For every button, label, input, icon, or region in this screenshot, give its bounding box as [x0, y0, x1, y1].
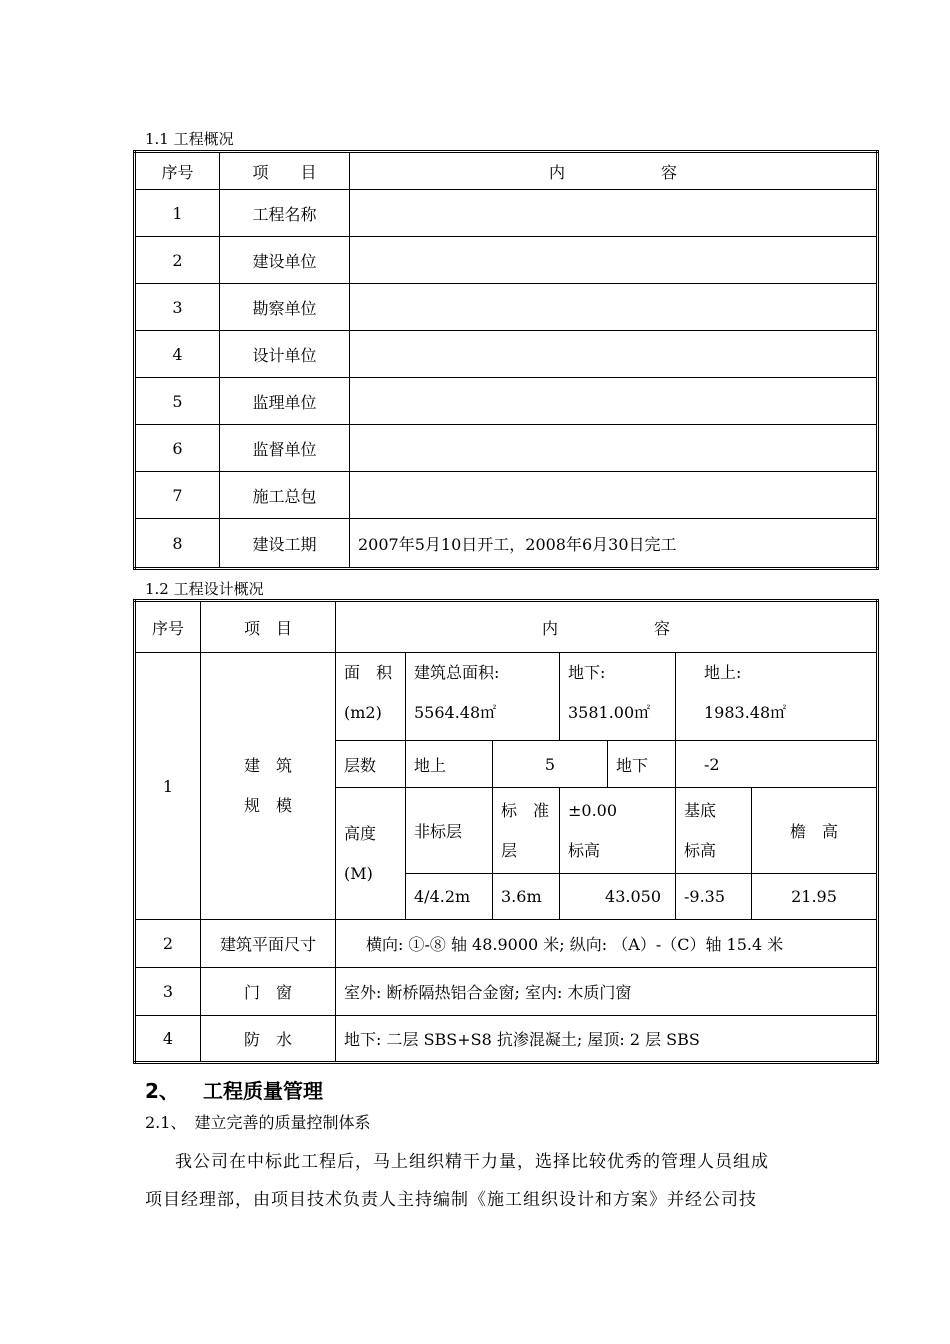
floors-under-value: -2: [676, 741, 878, 788]
project-overview-table: [133, 150, 879, 570]
row-content: 地下: 二层 SBS+S8 抗渗混凝土; 屋顶: 2 层 SBS: [336, 1016, 878, 1063]
row-no: 6: [135, 425, 220, 472]
eave-height-label: 檐 高: [752, 788, 878, 874]
zero-elevation-label: ±0.00 标高: [560, 788, 676, 874]
row-no: 1: [135, 190, 220, 237]
heading-2-1: 2.1、 建立完善的质量控制体系: [145, 1113, 371, 1132]
row-item: 防 水: [201, 1016, 336, 1063]
table-row: [135, 519, 878, 569]
header-no: 序号: [135, 601, 201, 653]
row-no: 2: [135, 920, 201, 968]
section-title-1-2: 1.2 工程设计概况: [145, 580, 264, 598]
row-content: 2007年5月10日开工，2008年6月30日完工: [350, 519, 878, 569]
header-content: 内 容: [336, 601, 878, 653]
row-item: 设计单位: [220, 331, 350, 378]
heading-2-title: 工程质量管理: [203, 1079, 323, 1103]
table-row: [135, 237, 878, 284]
base-elevation-value: -9.35: [676, 874, 752, 920]
zero-elevation-value: 43.050: [560, 874, 676, 920]
row-item: 施工总包: [220, 472, 350, 519]
table-header-row: [135, 601, 878, 653]
floors-above-value: 5: [493, 741, 608, 788]
row-content: [350, 378, 878, 425]
table-row: [135, 968, 878, 1016]
row-content: [350, 284, 878, 331]
area-row: [135, 653, 878, 741]
height-label: 高度 (M): [336, 788, 406, 920]
building-scale-b: 规 模: [243, 796, 292, 815]
row-content: 室外: 断桥隔热铝合金窗; 室内: 木质门窗: [336, 968, 878, 1016]
row-no: 3: [135, 968, 201, 1016]
eave-height-value: 21.95: [752, 874, 878, 920]
floors-label: 层数: [336, 741, 406, 788]
area-label: 面 积 (m2): [336, 653, 406, 741]
row-no: 7: [135, 472, 220, 519]
section-title-1-1: 1.1 工程概况: [145, 130, 234, 148]
building-scale-a: 建 筑: [243, 756, 292, 775]
table-row: [135, 378, 878, 425]
table-row: [135, 284, 878, 331]
row-content: 横向: ①-⑧ 轴 48.9000 米; 纵向: （A）-（C）轴 15.4 米: [336, 920, 878, 968]
table-row: [135, 920, 878, 968]
floors-under-label: 地下: [608, 741, 676, 788]
row-item: 门 窗: [201, 968, 336, 1016]
header-item: 项 目: [201, 601, 336, 653]
row-no: 8: [135, 519, 220, 569]
row-content: [350, 472, 878, 519]
underground-area: 地下: 3581.00㎡: [560, 653, 676, 741]
row-no: 5: [135, 378, 220, 425]
design-overview-table: [133, 599, 879, 1064]
paragraph-line-1: 我公司在中标此工程后，马上组织精干力量，选择比较优秀的管理人员组成: [175, 1152, 769, 1172]
row-item: 建设工期: [220, 519, 350, 569]
base-elevation-label: 基底 标高: [676, 788, 752, 874]
row-no: 4: [135, 331, 220, 378]
total-area: 建筑总面积: 5564.48㎡: [406, 653, 560, 741]
table-row: [135, 1016, 878, 1063]
row-no: 4: [135, 1016, 201, 1063]
row-no: 2: [135, 237, 220, 284]
table-header-row: [135, 152, 878, 190]
table-row: [135, 425, 878, 472]
row-no: 3: [135, 284, 220, 331]
building-scale-label: [201, 653, 336, 920]
row-content: [350, 425, 878, 472]
row-item: 建筑平面尺寸: [201, 920, 336, 968]
standard-floor-value: 3.6m: [493, 874, 560, 920]
header-no: 序号: [135, 152, 220, 190]
table-row: [135, 190, 878, 237]
nonstandard-floor-label: 非标层: [406, 788, 493, 874]
standard-floor-label: 标 准 层: [493, 788, 560, 874]
row-no: 1: [135, 653, 201, 920]
header-item: 项 目: [220, 152, 350, 190]
row-content: [350, 237, 878, 284]
row-item: 监理单位: [220, 378, 350, 425]
table-row: [135, 331, 878, 378]
floors-above-label: 地上: [406, 741, 493, 788]
heading-2-number: 2、: [145, 1079, 179, 1103]
nonstandard-floor-value: 4/4.2m: [406, 874, 493, 920]
row-item: 勘察单位: [220, 284, 350, 331]
paragraph-line-2: 项目经理部，由项目技术负责人主持编制《施工组织设计和方案》并经公司技: [145, 1190, 757, 1210]
row-content: [350, 331, 878, 378]
row-item: 工程名称: [220, 190, 350, 237]
table-row: [135, 472, 878, 519]
row-item: 建设单位: [220, 237, 350, 284]
header-content: 内 容: [350, 152, 878, 190]
row-item: 监督单位: [220, 425, 350, 472]
aboveground-area: 地上: 1983.48㎡: [676, 653, 878, 741]
row-content: [350, 190, 878, 237]
